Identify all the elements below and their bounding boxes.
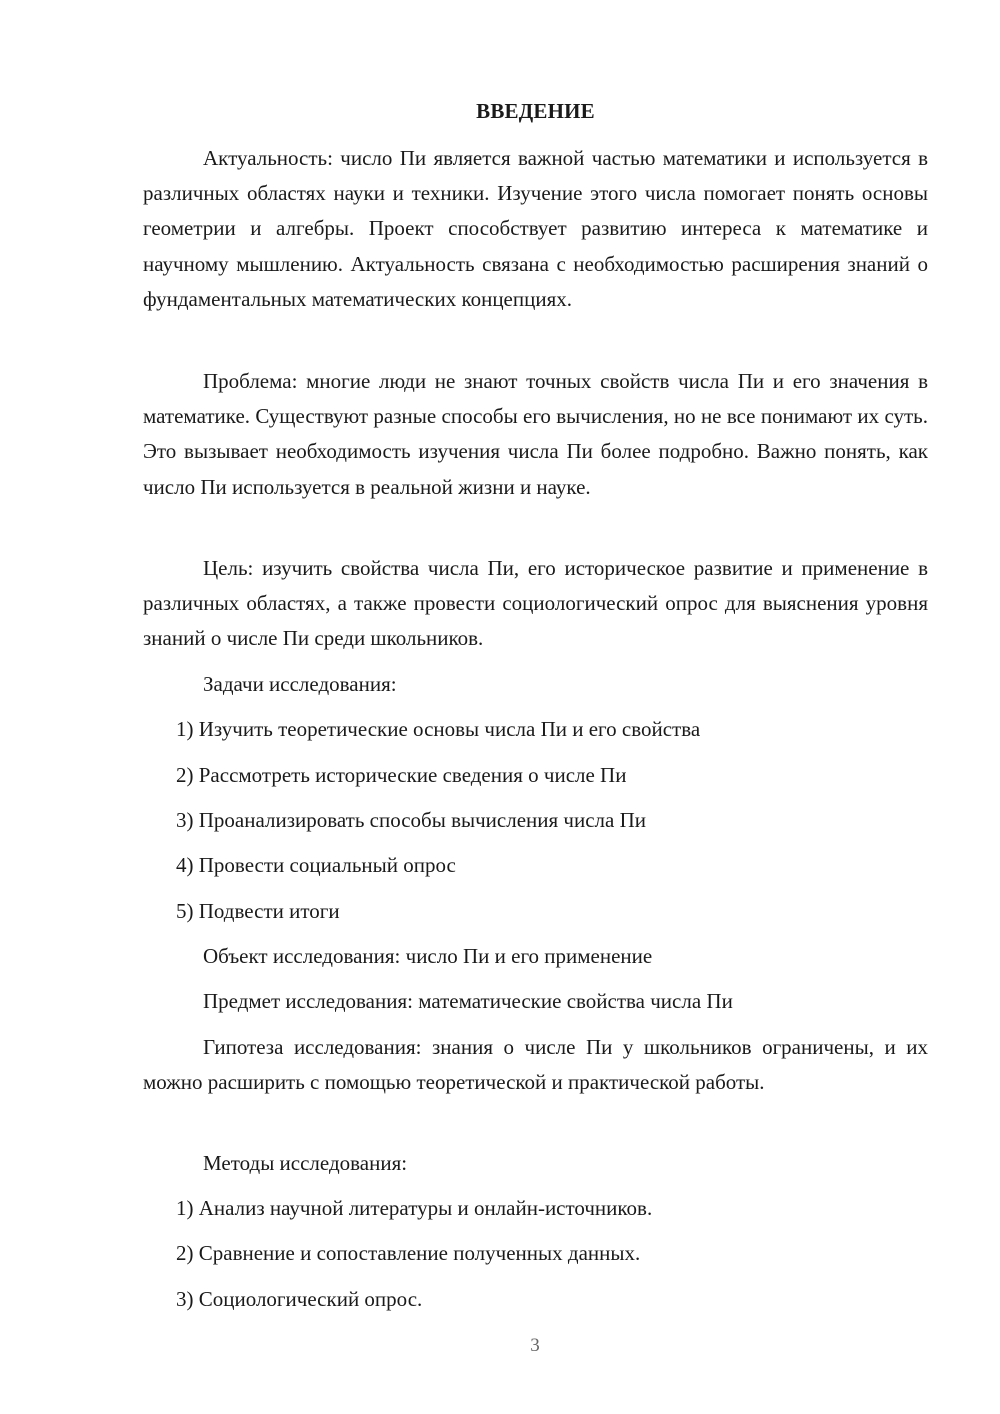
tasks-heading: Задачи исследования: [203,672,397,696]
task-item: 5) Подвести итоги [176,899,340,923]
method-item: 2) Сравнение и сопоставление полученных данных. [176,1241,641,1265]
paragraph-problem: Проблема: многие люди не знают точных свойств числа Пи и его значения в математике. Существуют разные способы его вычисления, но не все понимают их суть. Это вызывает необходимость изучения числа Пи более подробно. Важно понять, как число Пи используется в реальной жизни и науке. [143,369,928,499]
task-item: 1) Изучить теоретические основы числа Пи и его свойства [176,717,701,741]
paragraph-goal: Цель: изучить свойства числа Пи, его историческое развитие и применение в различных областях, а также провести социологический опрос для выяснения уровня знаний о числе Пи среди школьников. [143,556,928,651]
task-item: 4) Провести социальный опрос [176,853,456,877]
paragraph-relevance: Актуальность: число Пи является важной частью математики и используется в различных областях науки и техники. Изучение этого числа помогает понять основы геометрии и алгебры. Проект способствует развитию интереса к математике и научному мышлению. Актуальность связана с необходимостью расширения знаний о фундаментальных математических концепциях. [143,146,928,311]
task-item: 2) Рассмотреть исторические сведения о числе Пи [176,763,627,787]
page-number: 3 [530,1335,540,1356]
research-subject: Предмет исследования: математические свойства числа Пи [203,989,733,1013]
method-item: 3) Социологический опрос. [176,1287,423,1311]
task-item: 3) Проанализировать способы вычисления числа Пи [176,808,646,832]
paragraph-hypothesis: Гипотеза исследования: знания о числе Пи у школьников ограничены, и их можно расширить с помощью теоретической и практической работы. [143,1035,928,1095]
methods-heading: Методы исследования: [203,1151,408,1175]
method-item: 1) Анализ научной литературы и онлайн-источников. [176,1196,653,1220]
research-object: Объект исследования: число Пи и его применение [203,944,653,968]
page-title: ВВЕДЕНИЕ [476,99,595,123]
